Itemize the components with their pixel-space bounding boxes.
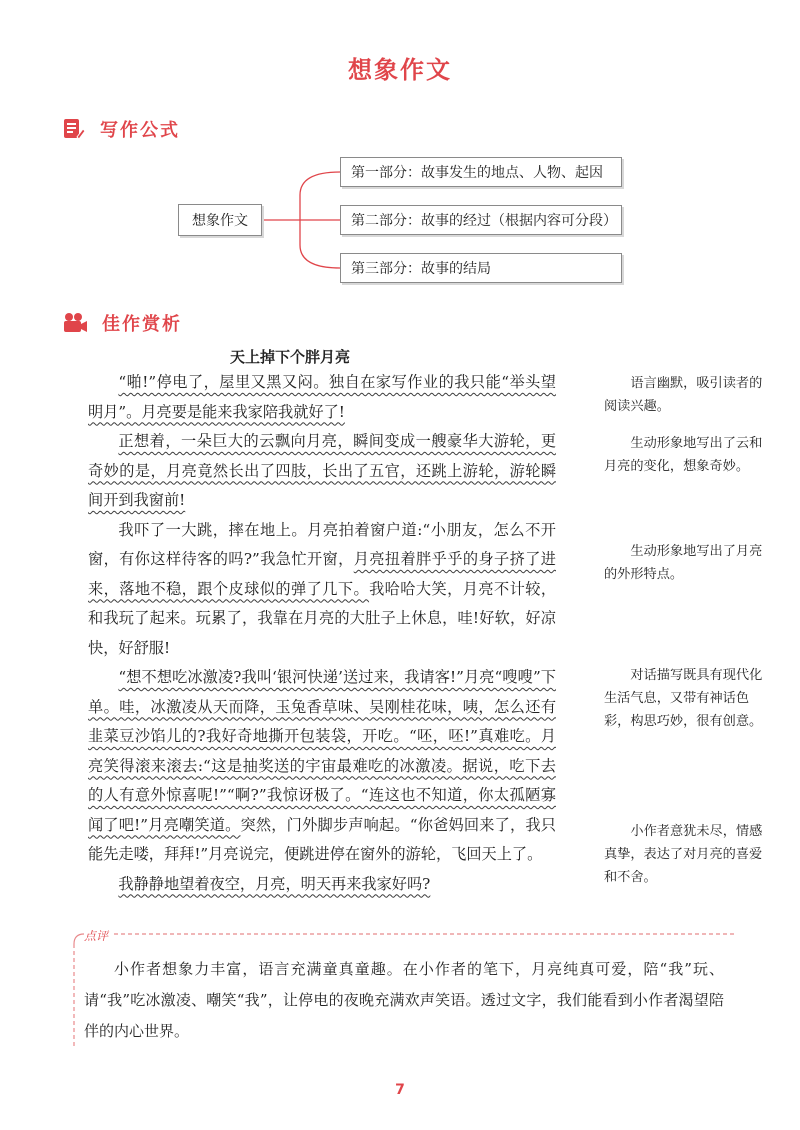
essay-paragraph-3 <box>88 516 556 664</box>
underlined-sentence: 月亮扭着胖乎乎的身子挤了进来，落地不稳，跟个皮球似的弹了几下。 <box>88 550 556 598</box>
appreciation-heading-text: 佳作赏析 <box>102 314 182 335</box>
formula-heading-text: 写作公式 <box>100 120 180 141</box>
formula-part-3: 第三部分：故事的结局 <box>340 253 622 283</box>
essay-title: 天上掉下个胖月亮 <box>230 348 351 366</box>
side-note-1: 语言幽默，吸引读者的阅读兴趣。 <box>604 376 763 414</box>
video-camera-icon <box>62 311 88 335</box>
side-note-3: 生动形象地写出了月亮的外形特点。 <box>604 544 763 582</box>
appreciation-heading <box>62 308 182 338</box>
plain-sentence: 突然，门外脚步声响起。“你爸妈回来了，我只能先走喽，拜拜!”月亮说完，便跳进停在窗外的游轮，飞回天上了。 <box>88 815 556 863</box>
essay-body <box>88 368 556 899</box>
formula-part-1: 第一部分：故事发生的地点、人物、起因 <box>340 157 622 187</box>
underlined-sentence: 正想着，一朵巨大的云飘向月亮，瞬间变成一艘豪华大游轮，更奇妙的是，月亮竟然长出了四肢，长出了五官，还跳上游轮，游轮瞬间开到我窗前! <box>88 432 556 509</box>
side-note-2: 生动形象地写出了云和月亮的变化，想象奇妙。 <box>604 436 763 474</box>
formula-part-2: 第二部分：故事的经过（根据内容可分段） <box>340 205 622 235</box>
essay-paragraph-1 <box>88 368 556 427</box>
essay-paragraph-2 <box>88 427 556 516</box>
underlined-sentence: 我静静地望着夜空，月亮，明天再来我家好吗? <box>118 874 431 893</box>
page-title: 想象作文 <box>348 56 452 84</box>
side-note-5: 小作者意犹未尽，情感真挚，表达了对月亮的喜爱和不舍。 <box>604 824 763 885</box>
side-note-4: 对话描写既具有现代化生活气息，又带有神话色彩，构思巧妙，很有创意。 <box>604 668 763 729</box>
page-number: 7 <box>395 1082 405 1098</box>
comment-text: 小作者想象力丰富，语言充满童真童趣。在小作者的笔下，月亮纯真可爱，陪“我”玩、请“我”吃冰激凌、嘲笑“我”，让停电的夜晚充满欢声笑语。透过文字，我们能看到小作者渴望陪伴的内心世界。 <box>84 960 724 1040</box>
essay-paragraph-4 <box>88 663 556 870</box>
formula-root-box: 想象作文 <box>178 204 262 236</box>
comment-label: 点评 <box>84 930 109 943</box>
underlined-sentence: “想不想吃冰激凌?我叫‘银河快递’送过来，我请客!”月亮“嗖嗖”下单。哇，冰激凌从天而降，玉兔香草味、吴刚桂花味，咦，怎么还有韭菜豆沙馅儿的?我好奇地撕开包装袋，开吃。“呸，呸!”真难吃。月亮笑得滚来滚去:“这是抽奖送的宇宙最难吃的冰激凌。据说，吃下去的人有意外惊喜呢!”“啊?”我惊讶极了。“连这也不知道，你太孤陋寡闻了吧!”月亮嘲笑道。 <box>88 668 556 834</box>
essay-paragraph-5 <box>88 870 556 900</box>
underlined-sentence: “啪!”停电了，屋里又黑又闷。独自在家写作业的我只能“举头望明月”。月亮要是能来我家陪我就好了! <box>88 373 556 421</box>
plain-sentence: 我哈哈大笑，月亮不计较，和我玩了起来。玩累了，我靠在月亮的大肚子上休息，哇!好软，好凉快，好舒服! <box>88 579 557 657</box>
plain-sentence: 我吓了一大跳，摔在地上。月亮拍着窗户道:“小朋友，怎么不开窗，有你这样待客的吗?”我急忙开窗， <box>88 520 556 568</box>
